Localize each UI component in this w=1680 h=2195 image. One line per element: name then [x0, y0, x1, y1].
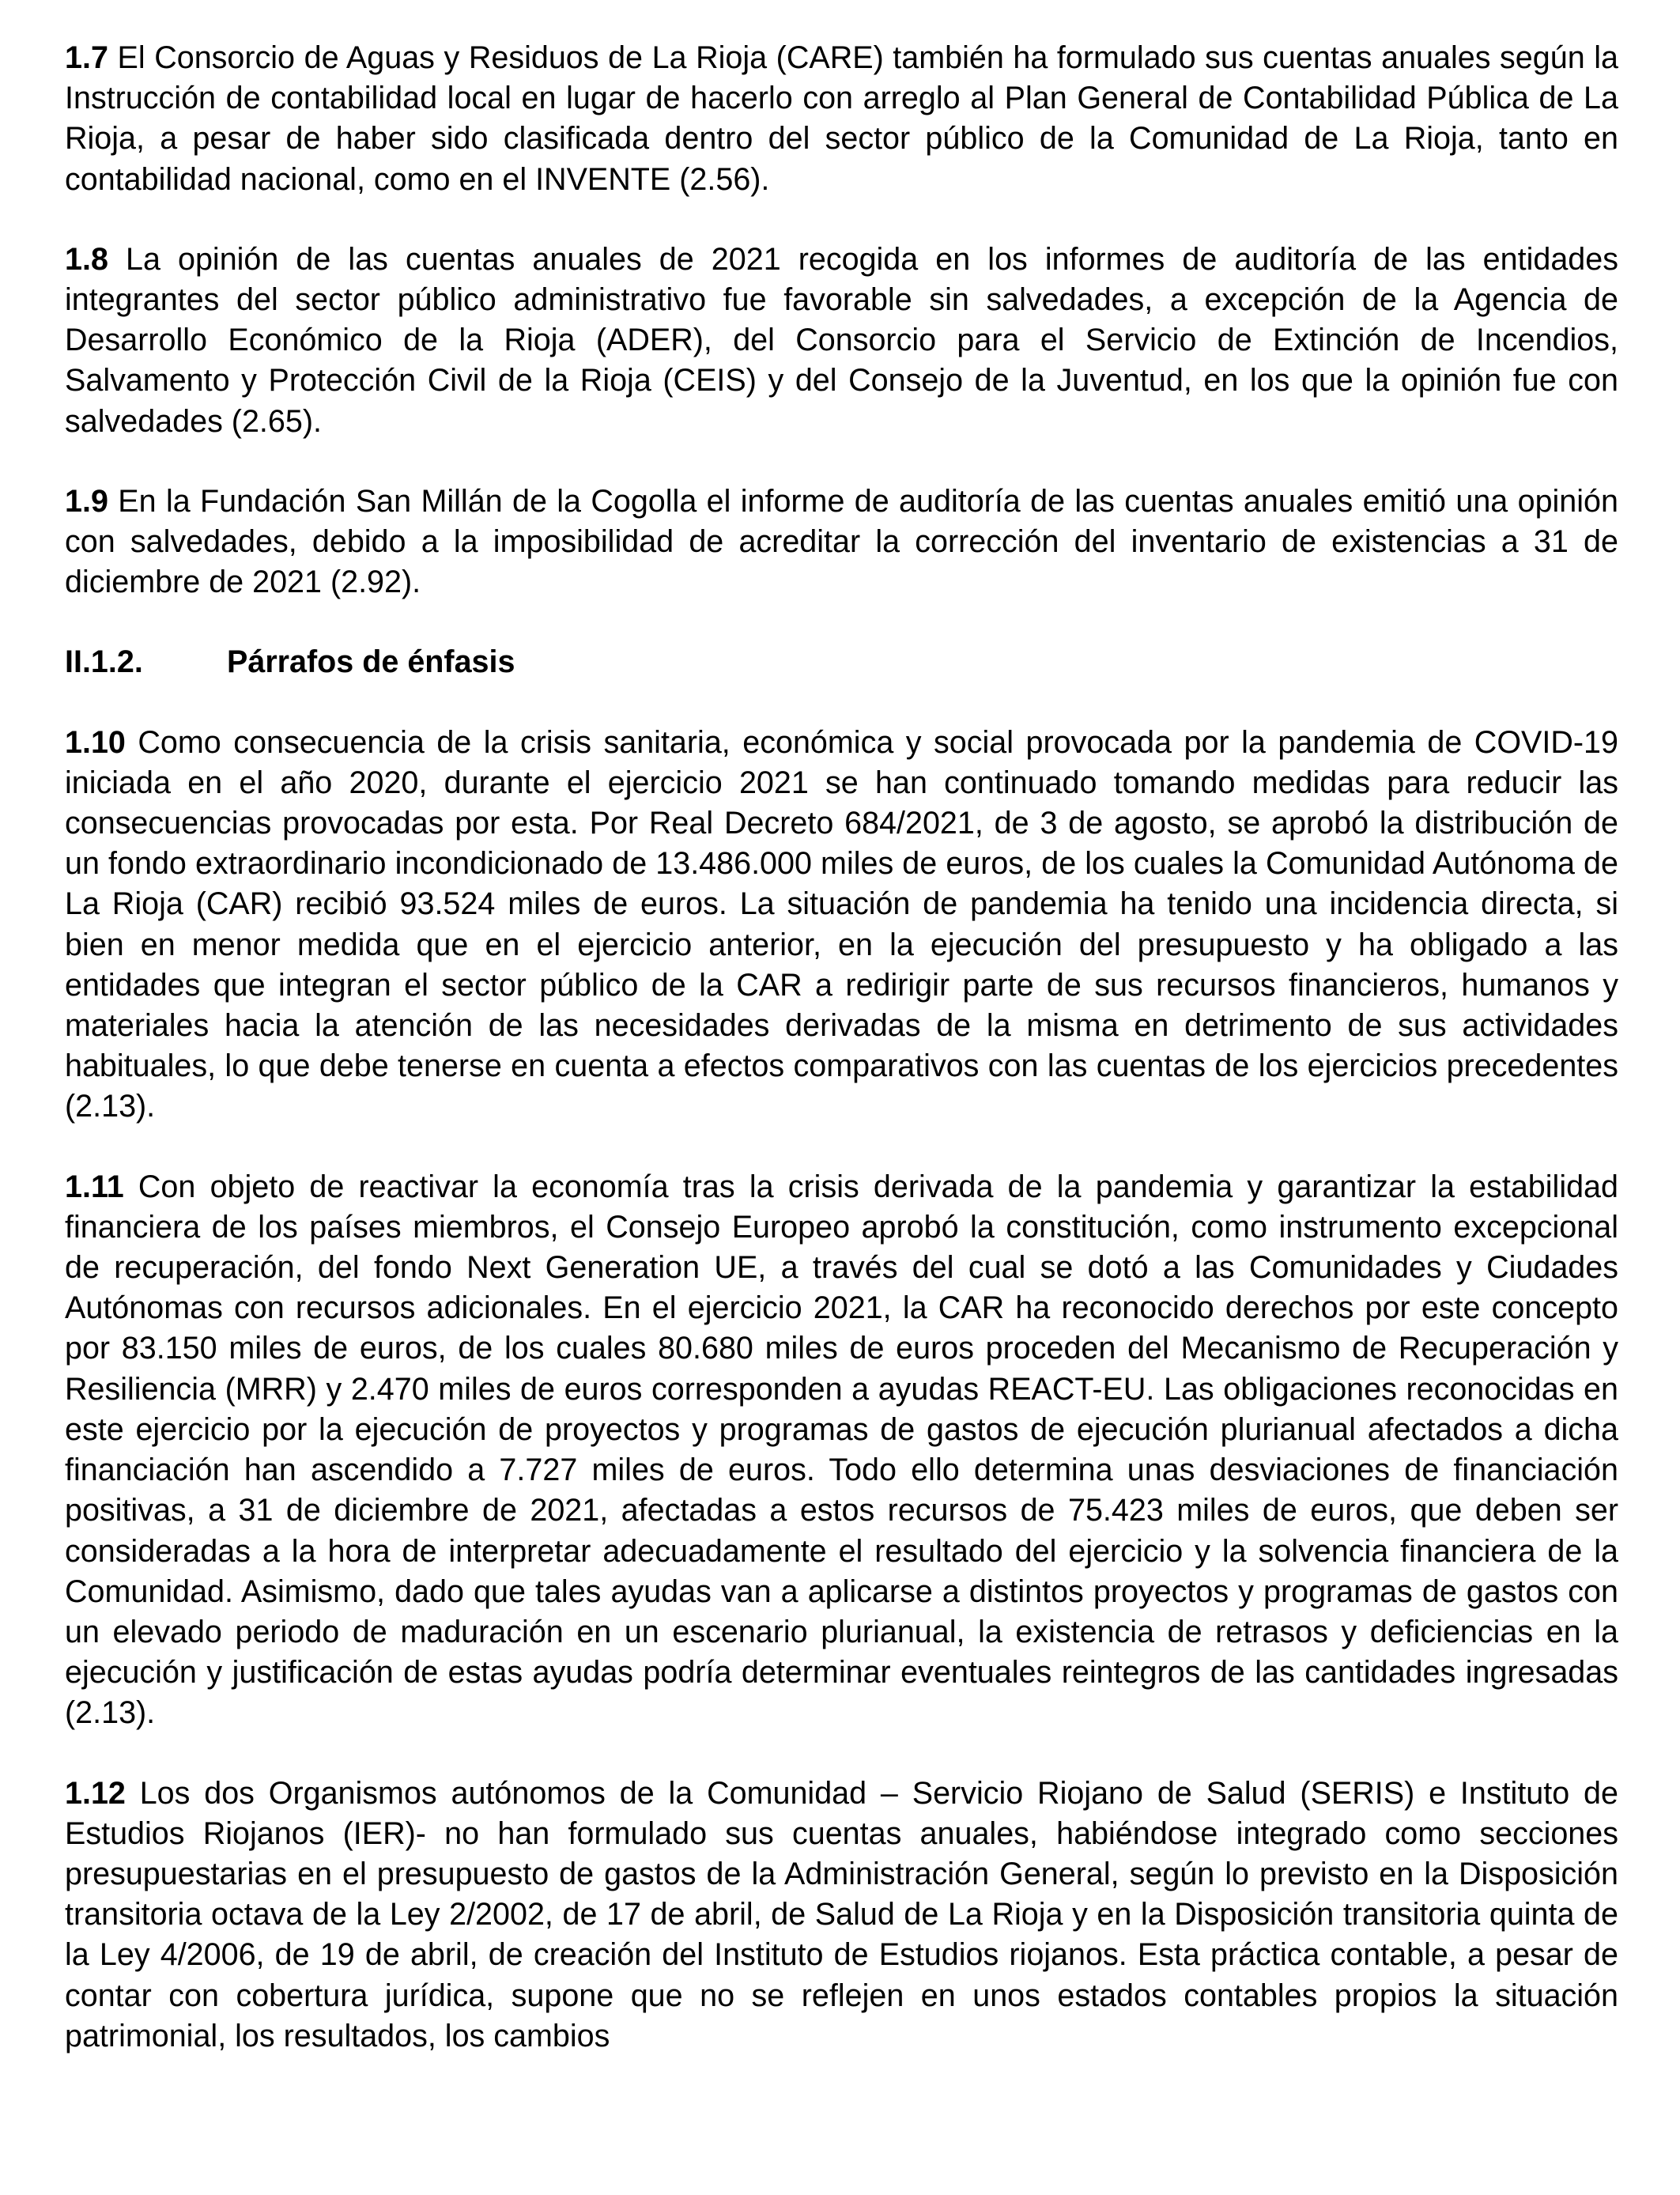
paragraph-1-7	[65, 38, 1618, 200]
section-title: Párrafos de énfasis	[227, 644, 515, 680]
paragraph-number: 1.7	[65, 40, 108, 75]
paragraph-number: 1.12	[65, 1775, 126, 1811]
paragraph-1-10	[65, 723, 1618, 1128]
paragraph-1-11	[65, 1167, 1618, 1734]
paragraph-number: 1.9	[65, 483, 108, 519]
paragraph-text: Con objeto de reactivar la economía tras la crisis derivada de la pandemia y garantizar la estabilidad financiera de los países miembros, el Consejo Europeo aprobó la constitución, como instrumento excepcional de recuperación, del fondo Next Generation UE, a través del cual se dotó a las Comunidades y Ciudades Autónomas con recursos adicionales. En el ejercicio 2021, la CAR ha reconocido derechos por este concepto por 83.150 miles de euros, de los cuales 80.680 miles de euros proceden del Mecanismo de Recuperación y Resiliencia (MRR) y 2.470 miles de euros corresponden a ayudas REACT-EU. Las obligaciones reconocidas en este ejercicio por la ejecución de proyectos y programas de gastos de ejecución plurianual afectados a dicha financiación han ascendido a 7.727 miles de euros. Todo ello determina unas desviaciones de financiación positivas, a 31 de diciembre de 2021, afectadas a estos recursos de 75.423 miles de euros, que deben ser consideradas a la hora de interpretar adecuadamente el resultado del ejercicio y la solvencia financiera de la Comunidad. Asimismo, dado que tales ayudas van a aplicarse a distintos proyectos y programas de gastos con un elevado periodo de maduración en un escenario plurianual, la existencia de retrasos y deficiencias en la ejecución y justificación de estas ayudas podría determinar eventuales reintegros de las cantidades ingresadas (2.13).	[65, 1169, 1618, 1731]
section-number: II.1.2.	[65, 644, 143, 680]
paragraph-number: 1.8	[65, 241, 108, 277]
paragraph-text: En la Fundación San Millán de la Cogolla el informe de auditoría de las cuentas anuales emitió una opinión con salvedades, debido a la imposibilidad de acreditar la corrección del inventario de existencias a 31 de diciembre de 2021 (2.92).	[65, 483, 1618, 600]
paragraph-1-12	[65, 1774, 1618, 2057]
paragraph-text: Como consecuencia de la crisis sanitaria, económica y social provocada por la pandemia de COVID-19 iniciada en el año 2020, durante el ejercicio 2021 se han continuado tomando medidas para reducir las consecuencias provocadas por esta. Por Real Decreto 684/2021, de 3 de agosto, se aprobó la distribución de un fondo extraordinario incondicionado de 13.486.000 miles de euros, de los cuales la Comunidad Autónoma de La Rioja (CAR) recibió 93.524 miles de euros. La situación de pandemia ha tenido una incidencia directa, si bien en menor medida que en el ejercicio anterior, en la ejecución del presupuesto y ha obligado a las entidades que integran el sector público de la CAR a redirigir parte de sus recursos financieros, humanos y materiales hacia la atención de las necesidades derivadas de la misma en detrimento de sus actividades habituales, lo que debe tenerse en cuenta a efectos comparativos con las cuentas de los ejercicios precedentes (2.13).	[65, 724, 1618, 1124]
paragraph-text: Los dos Organismos autónomos de la Comunidad – Servicio Riojano de Salud (SERIS) e Instituto de Estudios Riojanos (IER)- no han formulado sus cuentas anuales, habiéndose integrado como secciones presupuestarias en el presupuesto de gastos de la Administración General, según lo previsto en la Disposición transitoria octava de la Ley 2/2002, de 17 de abril, de Salud de La Rioja y en la Disposición transitoria quinta de la Ley 4/2006, de 19 de abril, de creación del Instituto de Estudios riojanos. Esta práctica contable, a pesar de contar con cobertura jurídica, supone que no se reflejen en unos estados contables propios la situación patrimonial, los resultados, los cambios	[65, 1775, 1618, 2053]
paragraph-1-8	[65, 240, 1618, 442]
paragraph-1-9	[65, 482, 1618, 603]
document-page	[65, 38, 1618, 2096]
paragraph-number: 1.10	[65, 724, 126, 760]
section-heading	[65, 642, 1618, 682]
paragraph-number: 1.11	[65, 1169, 124, 1204]
paragraph-text: El Consorcio de Aguas y Residuos de La Rioja (CARE) también ha formulado sus cuentas anuales según la Instrucción de contabilidad local en lugar de hacerlo con arreglo al Plan General de Contabilidad Pública de La Rioja, a pesar de haber sido clasificada dentro del sector público de la Comunidad de La Rioja, tanto en contabilidad nacional, como en el INVENTE (2.56).	[65, 40, 1618, 197]
paragraph-text: La opinión de las cuentas anuales de 2021 recogida en los informes de auditoría de las entidades integrantes del sector público administrativo fue favorable sin salvedades, a excepción de la Agencia de Desarrollo Económico de la Rioja (ADER), del Consorcio para el Servicio de Extinción de Incendios, Salvamento y Protección Civil de la Rioja (CEIS) y del Consejo de la Juventud, en los que la opinión fue con salvedades (2.65).	[65, 241, 1618, 439]
